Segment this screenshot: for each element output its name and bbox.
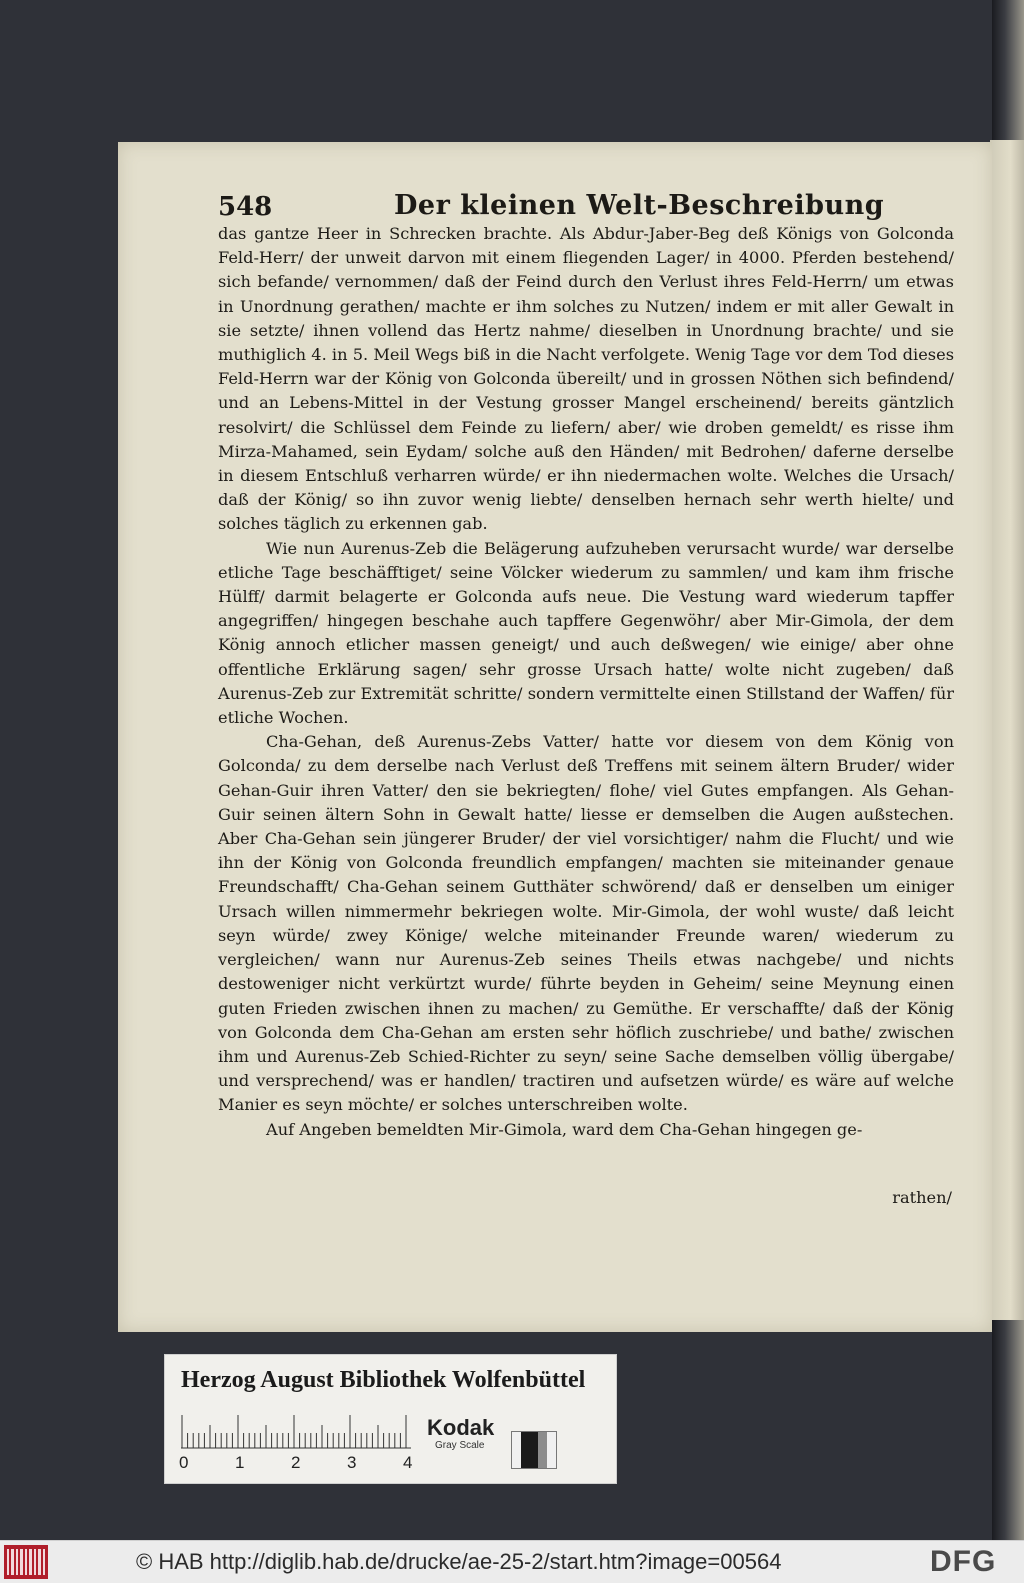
- book-page: [118, 142, 992, 1332]
- ruler-numbers: [175, 1453, 435, 1475]
- gray-patch-mid: [538, 1432, 547, 1468]
- catchword: rathen/: [892, 1188, 952, 1207]
- institution-name: Herzog August Bibliothek Wolfenbüttel: [181, 1367, 586, 1393]
- gray-patch-black: [530, 1432, 539, 1468]
- gray-patch-black: [521, 1432, 530, 1468]
- paragraph-3: Cha-Gehan, deß Aurenus-Zebs Vatter/ hatte vor diesem von dem König von Golconda/ zu dem derselbe nach Verlust deß Treffens mit seinem ältern Bruder/ wider Gehan-Guir ihren Vatter/ den sie bekriegten/ flohe/ viel Gutes empfangen. Als Gehan-Guir seinen ältern Sohn in Gewalt hatte/ liesse er demselben die Augen außstechen. Aber Cha-Gehan sein jüngerer Bruder/ der viel vorsichtiger/ nahm die Flucht/ und wie ihn der König von Golconda freundlich empfangen/ machten sie miteinander genaue Freundschafft/ Cha-Gehan seinem Gutthäter schwörend/ daß er denselben um einiger Ursach willen nimmermehr bekriegen wolte. Mir-Gimola, der wohl wuste/ daß leicht seyn würde/ zwey Könige/ welche miteinander Freunde waren/ wiederum zu vergleichen/ wann nur Aurenus-Zeb seines Theils etwas nachgebe/ und nichts destoweniger nicht verkürtzt wurde/ führte beyden in Geheim/ seine Meynung einen guten Frieden zwischen ihnen zu machen/ zu Gemüthe. Er verschaffte/ daß der König von Golconda dem Cha-Gehan am ersten sehr höflich zuschriebe/ und bathe/ zwischen ihm und Aurenus-Zeb Schied-Richter zu seyn/ seine Sache demselben völlig übergabe/ und versprechend/ was er handlen/ tractiren und aufsetzen würde/ es wäre auf welche Manier es seyn möchte/ er solches unterschreiben wolte.: [218, 732, 954, 1115]
- adjacent-page-edge: [990, 140, 1024, 1320]
- gray-patches: [511, 1431, 557, 1469]
- page-header: [218, 188, 978, 224]
- paragraph-1: das gantze Heer in Schrecken brachte. Als Abdur-Jaber-Beg deß Königs von Golconda Feld-Herr/ der unweit darvon mit einem fliegenden Lager/ in 4000. Pferden bestehend/ sich befande/ vernommen/ daß der Feind durch den Verlust ihres Feld-Herrn/ um etwas in Unordnung gerathen/ machte er ihm solches zu Nutzen/ indem er mit aller Gewalt in sie setzte/ ihnen vollend das Hertz nahme/ dieselben in Unordnung brachte/ und sie muthiglich 4. in 5. Meil Wegs biß in die Nacht verfolgete. Wenig Tage vor dem Tod dieses Feld-Herrn war der König von Golconda übereilt/ und in grossen Nöthen sich befindend/ und an Lebens-Mittel in der Vestung grosser Mangel erscheinend/ bereits gäntzlich resolvirt/ die Schlüssel dem Feinde zu liefern/ aber/ wie droben gemeldt/ es risse ihm Mirza-Mahamed, sein Eydam/ solche auß den Händen/ mit Bedrohen/ daferne derselbe in diesem Entschluß verharren würde/ er ihn niedermachen wolte. Welches die Ursach/ daß der König/ so ihn zuvor wenig liebte/ denselben hernach sehr werth hielte/ und solches täglich zu erkennen gab.: [218, 224, 954, 534]
- paragraph-4: Auf Angeben bemeldten Mir-Gimola, ward dem Cha-Gehan hingegen ge-: [266, 1119, 863, 1139]
- ruler-number: 2: [291, 1453, 301, 1472]
- gray-patch-white: [512, 1432, 521, 1468]
- dfg-logo: DFG: [930, 1545, 997, 1578]
- copyright-link[interactable]: © HAB http://diglib.hab.de/drucke/ae-25-2/start.htm?image=00564: [136, 1549, 782, 1574]
- gray-patch-white: [547, 1432, 556, 1468]
- page-number: 548: [218, 192, 273, 222]
- kodak-logo: Kodak: [427, 1415, 495, 1440]
- gray-scale-label: Gray Scale: [435, 1440, 485, 1451]
- page-body: [218, 222, 954, 1142]
- ruler-number: 1: [235, 1453, 245, 1472]
- color-calibration-bar: [164, 1354, 617, 1484]
- ruler-scale-icon: [181, 1415, 427, 1449]
- footer-bar: [0, 1540, 1024, 1583]
- ruler-number: 3: [347, 1453, 357, 1472]
- ruler-number: 4: [403, 1453, 413, 1472]
- hab-logo-icon: [4, 1545, 48, 1579]
- ruler-number: 0: [179, 1453, 189, 1472]
- paragraph-2: Wie nun Aurenus-Zeb die Belägerung aufzuheben verursacht wurde/ war derselbe etliche Tage beschäfftiget/ seine Völcker wiederum zu sammlen/ und kam ihm frische Hülff/ darmit belagerte er Golconda aufs neue. Die Vestung ward wiederum tapffer angegriffen/ hingegen beschahe auch tapffere Gegenwöhr/ aber Mir-Gimola, der dem König annoch etlicher massen geneigt/ und auch deßwegen/ wie einige/ aber ohne offentliche Erklärung sagen/ sehr grosse Ursach hatte/ wolte nicht zugeben/ daß Aurenus-Zeb zur Extremität schritte/ sondern vermittelte einen Stillstand der Waffen/ für etliche Wochen.: [218, 538, 954, 728]
- running-title: Der kleinen Welt-Beschreibung: [394, 190, 885, 221]
